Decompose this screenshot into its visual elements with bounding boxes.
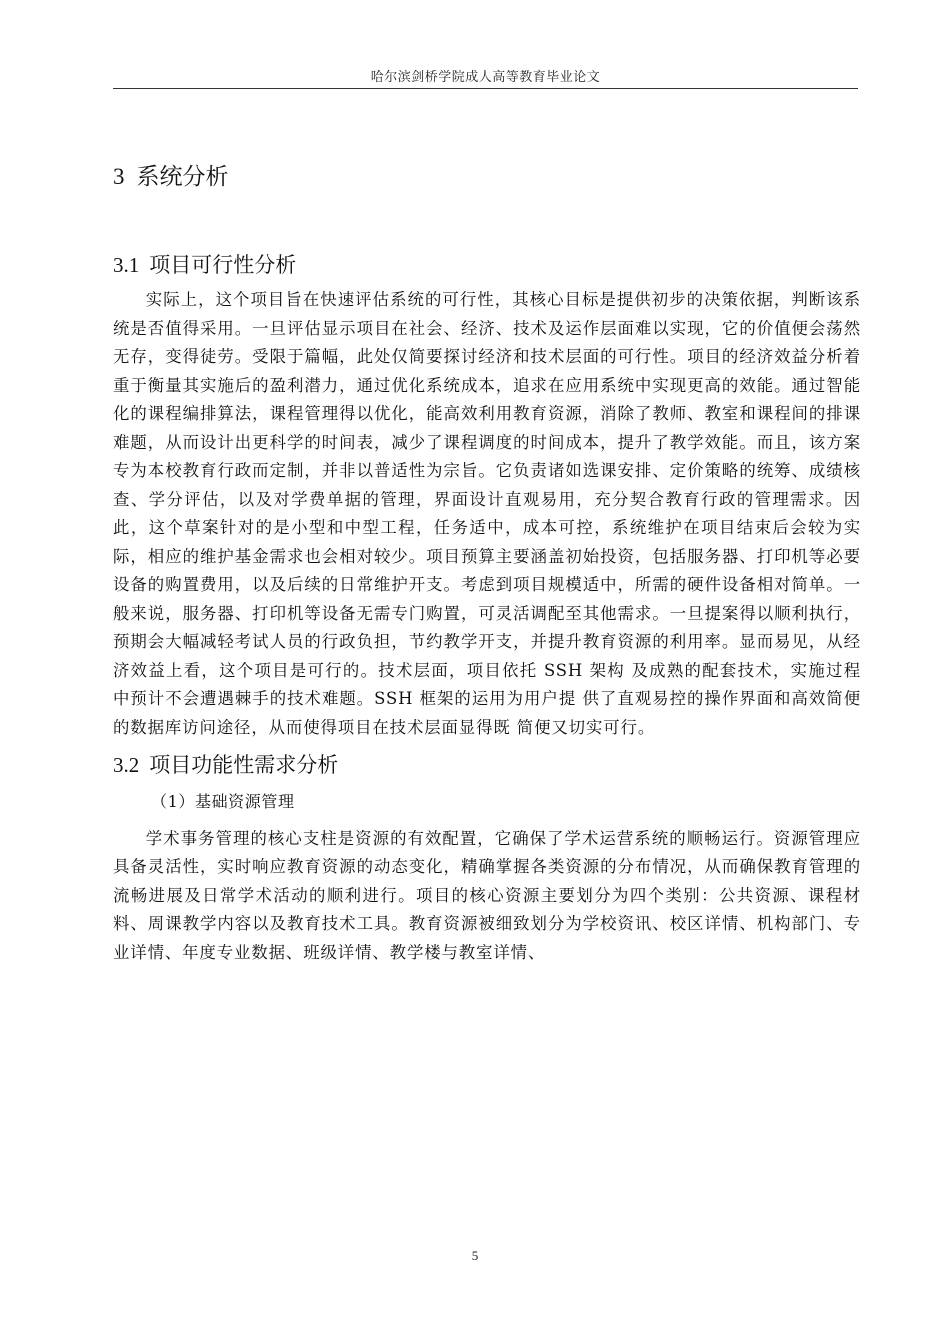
header-divider xyxy=(113,88,858,89)
section-title-3-2 xyxy=(113,746,861,784)
resource-management-paragraph: 学术事务管理的核心支柱是资源的有效配置，它确保了学术运营系统的顺畅运行。资源管理应具备灵活性，实时响应教育资源的动态变化，精确掌握各类资源的分布情况，从而确保教育管理的流畅进展及日常学术活动的顺利进行。项目的核心资源主要划分为四个类别：公共资源、课程材料、周课教学内容以及教育技术工具。教育资源被细致划分为学校资讯、校区详情、机构部门、专业详情、年度专业数据、班级详情、教学楼与教室详情、 xyxy=(113,828,861,962)
feasibility-paragraph: 实际上，这个项目旨在快速评估系统的可行性，其核心目标是提供初步的决策依据，判断该系统是否值得采用。一旦评估显示项目在社会、经济、技术及运作层面难以实现，它的价值便会荡然无存，变得徒劳。受限于篇幅，此处仅简要探讨经济和技术层面的可行性。项目的经济效益分析着重于衡量其实施后的盈利潜力，通过优化系统成本，追求在应用系统中实现更高的效能。通过智能化的课程编排算法，课程管理得以优化，能高效利用教育资源，消除了教师、教室和课程间的排课难题，从而设计出更科学的时间表，减少了课程调度的时间成本，提升了教学效能。而且，该方案专为本校教育行政而定制，并非以普适性为宗旨。它负责诸如选课安排、定价策略的统筹、成绩核查、学分评估，以及对学费单据的管理，界面设计直观易用，充分契合教育行政的管理需求。因此，这个草案针对的是小型和中型工程，任务适中，成本可控，系统维护在项目结束后会较为实际，相应的维护基金需求也会相对较少。项目预算主要涵盖初始投资，包括服务器、打印机等必要设备的购置费用，以及后续的日常维护开支。考虑到项目规模适中，所需的硬件设备相对简单。一般来说，服务器、打印机等设备无需专门购置，可灵活调配至其他需求。一旦提案得以顺利执行，预期会大幅减轻考试人员的行政负担，节约教学开支，并提升教育资源的利用率。显而易见，从经济效益上看，这个项目是可行的。技术层面，项目依托 SSH 架构 及成熟的配套技术，实施过程中预计不会遭遇棘手的技术难题。SSH 框架的运用为用户提 供了直观易控的操作界面和高效简便的数据库访问途径，从而使得项目在技术层面显得既 简便又切实可行。 xyxy=(113,290,861,737)
subheading-resource-management: （1）基础资源管理 xyxy=(151,792,295,811)
page-number: 5 xyxy=(471,1248,479,1263)
section-title-text-3-2: 项目功能性需求分析 xyxy=(149,753,339,777)
chapter-number: 3 xyxy=(113,164,125,189)
section-title-text-3-1: 项目可行性分析 xyxy=(149,253,297,277)
chapter-title xyxy=(113,157,861,197)
chapter-title-text: 系统分析 xyxy=(136,164,229,190)
running-header: 哈尔滨剑桥学院成人高等教育毕业论文 xyxy=(370,70,601,85)
section-number-3-1: 3.1 xyxy=(113,253,140,277)
section-number-3-2: 3.2 xyxy=(113,753,140,777)
section-title-3-1 xyxy=(113,246,861,284)
page-content xyxy=(113,157,861,967)
